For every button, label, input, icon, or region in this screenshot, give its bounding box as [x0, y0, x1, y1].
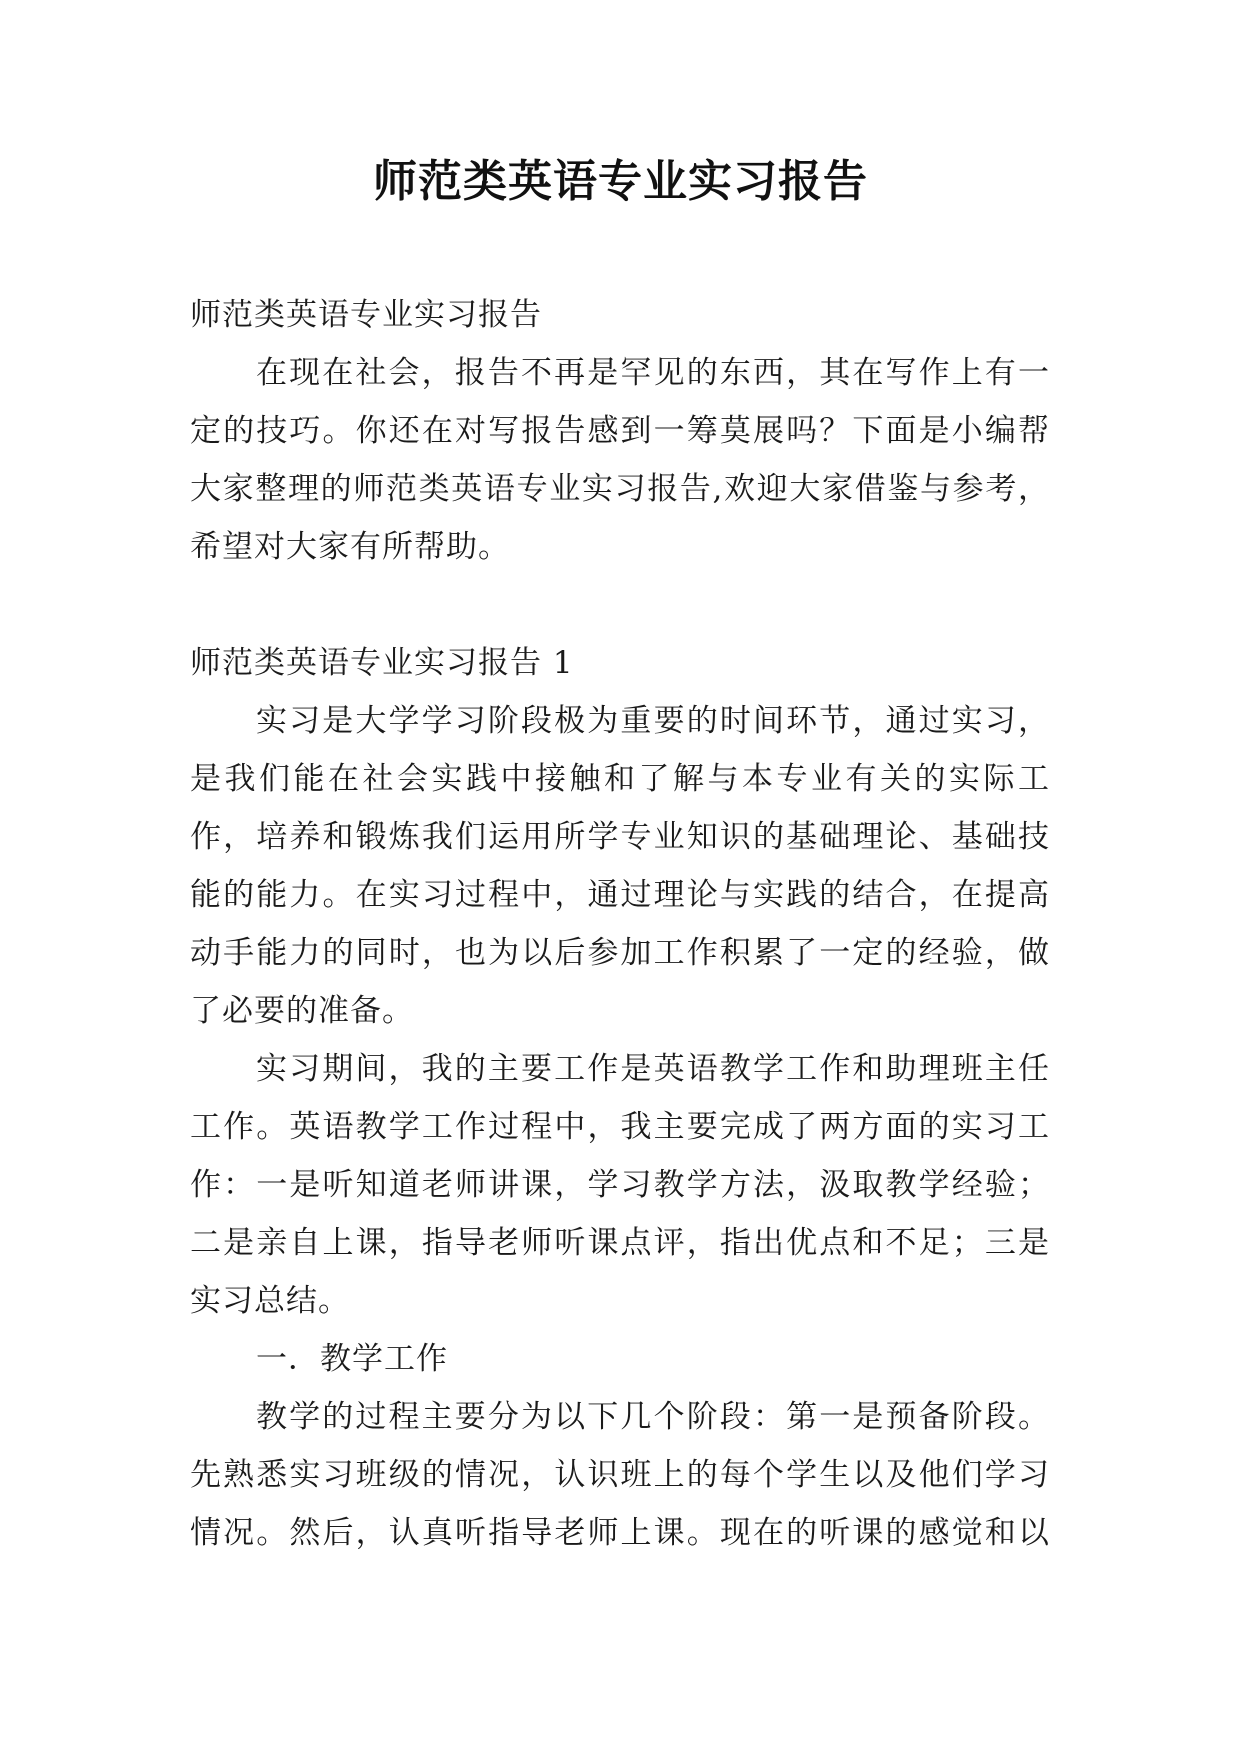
text-line: 师范类英语专业实习报告 1	[190, 645, 574, 681]
document-body	[190, 286, 1050, 1562]
text-line: 二是亲自上课，指导老师听课点评，指出优点和不足；三是	[190, 1225, 1050, 1261]
text-line: 实习是大学学习阶段极为重要的时间环节，通过实习，	[256, 703, 1050, 739]
text-line: 工作。英语教学工作过程中，我主要完成了两方面的实习工	[190, 1109, 1050, 1145]
text-line: 定的技巧。你还在对写报告感到一筹莫展吗？下面是小编帮	[190, 413, 1050, 449]
text-line: 希望对大家有所帮助。	[190, 529, 510, 565]
text-line: 能的能力。在实习过程中，通过理论与实践的结合，在提高	[190, 877, 1050, 913]
section-heading	[190, 286, 1050, 344]
text-line: 动手能力的同时，也为以后参加工作积累了一定的经验，做	[190, 935, 1050, 971]
text-line: 实习总结。	[190, 1283, 350, 1319]
paragraph	[190, 1040, 1050, 1330]
paragraph	[190, 692, 1050, 1040]
text-line: 教学的过程主要分为以下几个阶段：第一是预备阶段。	[256, 1399, 1050, 1435]
paragraph	[190, 344, 1050, 576]
text-line: 实习期间，我的主要工作是英语教学工作和助理班主任	[256, 1051, 1050, 1087]
text-line: 一．教学工作	[256, 1341, 448, 1377]
text-line: 是我们能在社会实践中接触和了解与本专业有关的实际工	[190, 761, 1050, 797]
text-line: 大家整理的师范类英语专业实习报告,欢迎大家借鉴与参考，	[190, 471, 1050, 507]
text-line: 情况。然后，认真听指导老师上课。现在的听课的感觉和以	[190, 1515, 1050, 1551]
text-line: 了必要的准备。	[190, 993, 414, 1029]
paragraph	[190, 1330, 1050, 1388]
text-line: 作，培养和锻炼我们运用所学专业知识的基础理论、基础技	[190, 819, 1050, 855]
document-title: 师范类英语专业实习报告	[373, 156, 868, 207]
paragraph	[190, 1388, 1050, 1562]
text-line: 师范类英语专业实习报告	[190, 297, 542, 333]
text-line: 作：一是听知道老师讲课，学习教学方法，汲取教学经验；	[190, 1167, 1050, 1203]
section-heading	[190, 634, 1050, 692]
text-line: 先熟悉实习班级的情况，认识班上的每个学生以及他们学习	[190, 1457, 1050, 1493]
text-line: 在现在社会，报告不再是罕见的东西，其在写作上有一	[256, 355, 1050, 391]
paragraph-gap	[190, 576, 1050, 634]
